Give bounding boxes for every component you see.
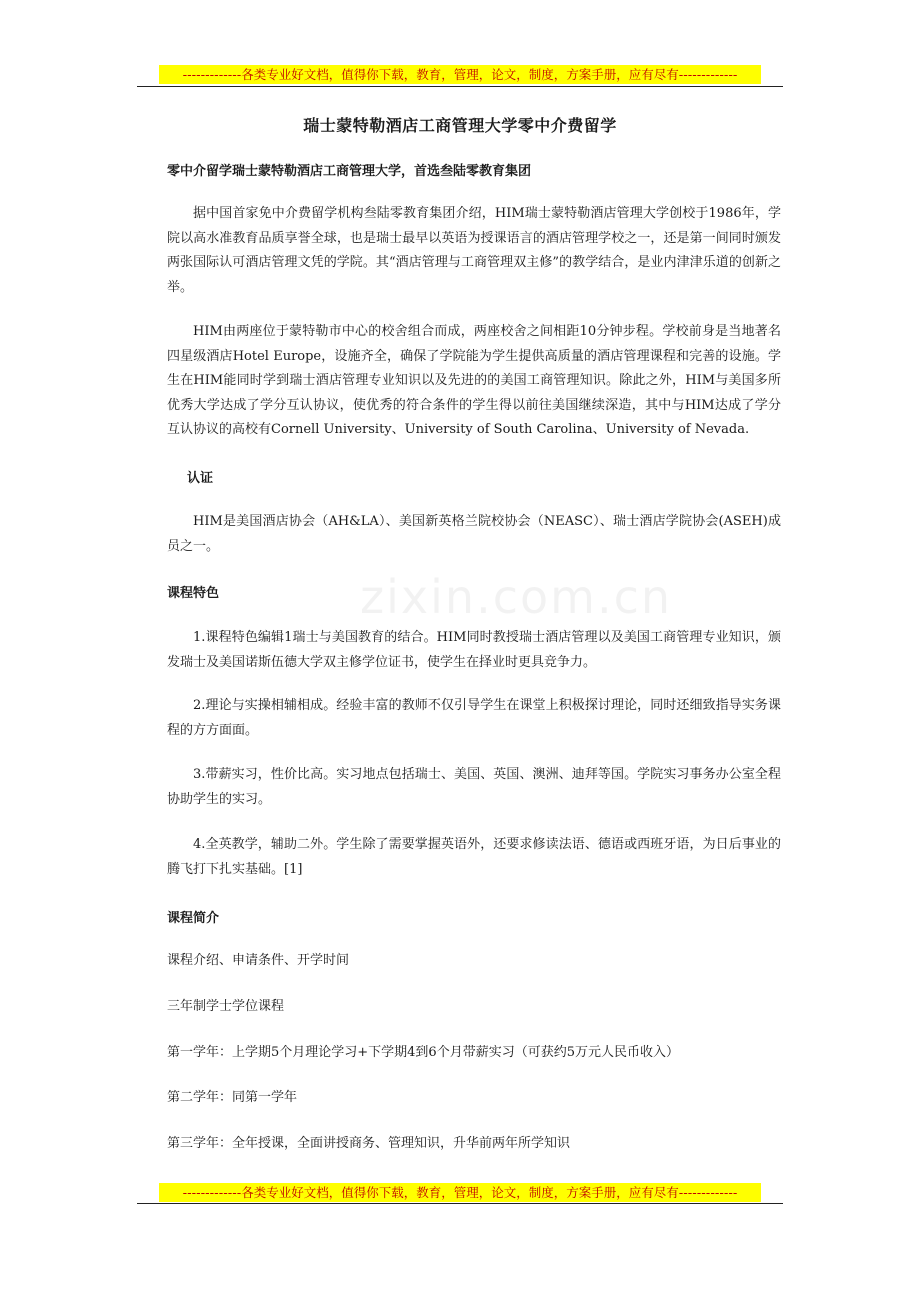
footer-banner: -------------各类专业好文档，值得你下载，教育，管理，论文，制度，方案手册，应有尽有------------- [159, 1183, 761, 1202]
features-heading: 课程特色 [167, 586, 220, 601]
intro-paragraph-2: HIM由两座位于蒙特勒市中心的校舍组合而成，两座校舍之间相距10分钟步程。学校前身是当地著名四星级酒店Hotel Europe，设施齐全，确保了学院能为学生提供高质量的酒店管理课程和完善的设施。学生在HIM能同时学到瑞士酒店管理专业知识以及先进的的美国工商管理知识。除此之外，HIM与美国多所优秀大学达成了学分互认协议，使优秀的符合条件的学生得以前往美国继续深造，其中与HIM达成了学分互认协议的高校有Cornell University、University of South Carolina、University of Nevada. [167, 324, 781, 437]
feature-item-1: 1.课程特色编辑1瑞士与美国教育的结合。HIM同时教授瑞士酒店管理以及美国工商管理专业知识，颁发瑞士及美国诺斯伍德大学双主修学位证书，使学生在择业时更具竞争力。 [167, 630, 781, 670]
accreditation-text: HIM是美国酒店协会（AH&LA）、美国新英格兰院校协会（NEASC）、瑞士酒店学院协会(ASEH)成员之一。 [167, 514, 781, 554]
header-divider [137, 86, 783, 87]
footer-divider [137, 1203, 783, 1204]
intro-paragraph-1: 据中国首家免中介费留学机构叁陆零教育集团介绍，HIM瑞士蒙特勒酒店管理大学创校于1986年，学院以高水准教育品质享誉全球，也是瑞士最早以英语为授课语言的酒店管理学校之一，还是第一间同时颁发两张国际认可酒店管理文凭的学院。其“酒店管理与工商管理双主修”的教学结合，是业内津津乐道的创新之举。 [167, 206, 781, 295]
courses-line-5: 第三学年：全年授课，全面讲授商务、管理知识，升华前两年所学知识 [167, 1136, 571, 1151]
courses-line-3: 第一学年：上学期5个月理论学习+下学期4到6个月带薪实习（可获约5万元人民币收入） [167, 1045, 679, 1060]
accreditation-heading: 认证 [187, 471, 214, 486]
document-title: 瑞士蒙特勒酒店工商管理大学零中介费留学 [303, 116, 617, 135]
feature-item-3: 3.带薪实习，性价比高。实习地点包括瑞士、美国、英国、澳洲、迪拜等国。学院实习事务办公室全程协助学生的实习。 [167, 767, 781, 807]
courses-line-1: 课程介绍、申请条件、开学时间 [167, 953, 350, 968]
header-banner: -------------各类专业好文档，值得你下载，教育，管理，论文，制度，方案手册，应有尽有------------- [159, 65, 761, 84]
feature-item-2: 2.理论与实操相辅相成。经验丰富的教师不仅引导学生在课堂上积极探讨理论，同时还细致指导实务课程的方方面面。 [167, 698, 781, 738]
watermark: zixin.com.cn [360, 570, 673, 624]
courses-heading: 课程简介 [167, 911, 220, 926]
document-subtitle: 零中介留学瑞士蒙特勒酒店工商管理大学，首选叁陆零教育集团 [167, 164, 532, 179]
courses-line-4: 第二学年：同第一学年 [167, 1090, 298, 1105]
courses-line-2: 三年制学士学位课程 [167, 999, 285, 1014]
feature-item-4: 4.全英教学，辅助二外。学生除了需要掌握英语外，还要求修读法语、德语或西班牙语，为日后事业的腾飞打下扎实基础。[1] [167, 837, 781, 877]
